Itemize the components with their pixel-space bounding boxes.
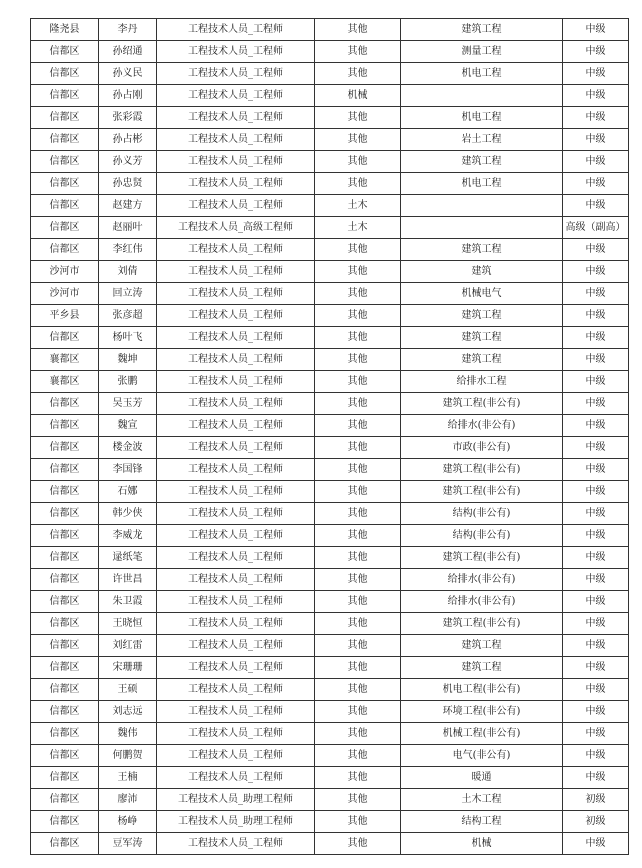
category-cell: 其他 [315,151,401,173]
district-cell: 信都区 [31,437,99,459]
name-cell: 李丹 [99,19,157,41]
level-cell: 中级 [563,305,629,327]
level-cell: 中级 [563,833,629,855]
district-cell: 信都区 [31,63,99,85]
title-cell: 工程技术人员_工程师 [157,833,315,855]
category-cell: 其他 [315,525,401,547]
table-row [31,261,629,283]
category-cell: 其他 [315,305,401,327]
table-row [31,239,629,261]
table-row [31,569,629,591]
name-cell: 李国锋 [99,459,157,481]
title-cell: 工程技术人员_工程师 [157,635,315,657]
title-cell: 工程技术人员_工程师 [157,173,315,195]
category-cell: 其他 [315,745,401,767]
table-row [31,833,629,855]
level-cell: 中级 [563,481,629,503]
table-row [31,349,629,371]
district-cell: 信都区 [31,591,99,613]
table-row [31,811,629,833]
title-cell: 工程技术人员_工程师 [157,63,315,85]
table-row [31,63,629,85]
name-cell: 张彦超 [99,305,157,327]
table-row [31,701,629,723]
level-cell: 中级 [563,371,629,393]
level-cell: 中级 [563,19,629,41]
district-cell: 信都区 [31,811,99,833]
title-cell: 工程技术人员_工程师 [157,239,315,261]
title-cell: 工程技术人员_工程师 [157,107,315,129]
level-cell: 中级 [563,657,629,679]
level-cell: 中级 [563,129,629,151]
major-cell: 建筑工程(非公有) [401,547,563,569]
district-cell: 信都区 [31,239,99,261]
category-cell: 其他 [315,679,401,701]
district-cell: 信都区 [31,481,99,503]
level-cell: 中级 [563,701,629,723]
name-cell: 刘倩 [99,261,157,283]
title-cell: 工程技术人员_工程师 [157,459,315,481]
major-cell: 建筑工程(非公有) [401,459,563,481]
level-cell: 中级 [563,767,629,789]
title-cell: 工程技术人员_工程师 [157,393,315,415]
category-cell: 其他 [315,261,401,283]
major-cell: 机械工程(非公有) [401,723,563,745]
name-cell: 赵丽叶 [99,217,157,239]
district-cell: 平乡县 [31,305,99,327]
level-cell: 中级 [563,327,629,349]
table-row [31,217,629,239]
district-cell: 襄都区 [31,349,99,371]
category-cell: 其他 [315,283,401,305]
name-cell: 李威龙 [99,525,157,547]
title-cell: 工程技术人员_助理工程师 [157,789,315,811]
category-cell: 其他 [315,481,401,503]
district-cell: 信都区 [31,151,99,173]
district-cell: 沙河市 [31,261,99,283]
major-cell: 机电工程 [401,63,563,85]
table-row [31,767,629,789]
level-cell: 初级 [563,811,629,833]
level-cell: 中级 [563,41,629,63]
major-cell: 电气(非公有) [401,745,563,767]
district-cell: 信都区 [31,107,99,129]
table-row [31,41,629,63]
title-cell: 工程技术人员_工程师 [157,371,315,393]
major-cell [401,85,563,107]
category-cell: 其他 [315,349,401,371]
table-row [31,151,629,173]
category-cell: 其他 [315,503,401,525]
name-cell: 回立涛 [99,283,157,305]
title-cell: 工程技术人员_工程师 [157,701,315,723]
name-cell: 孙绍通 [99,41,157,63]
title-cell: 工程技术人员_工程师 [157,19,315,41]
table-row [31,129,629,151]
level-cell: 中级 [563,525,629,547]
level-cell: 中级 [563,239,629,261]
category-cell: 其他 [315,371,401,393]
name-cell: 孙忠贤 [99,173,157,195]
major-cell: 建筑工程(非公有) [401,393,563,415]
major-cell: 给排水(非公有) [401,569,563,591]
district-cell: 信都区 [31,723,99,745]
level-cell: 中级 [563,679,629,701]
name-cell: 宋珊珊 [99,657,157,679]
district-cell: 隆尧县 [31,19,99,41]
major-cell: 机电工程(非公有) [401,679,563,701]
district-cell: 信都区 [31,129,99,151]
name-cell: 朱卫霞 [99,591,157,613]
name-cell: 韩少侠 [99,503,157,525]
level-cell: 中级 [563,195,629,217]
name-cell: 孙占彬 [99,129,157,151]
level-cell: 中级 [563,63,629,85]
title-cell: 工程技术人员_工程师 [157,613,315,635]
district-cell: 信都区 [31,657,99,679]
major-cell: 市政(非公有) [401,437,563,459]
name-cell: 王硕 [99,679,157,701]
level-cell: 中级 [563,85,629,107]
level-cell: 中级 [563,393,629,415]
level-cell: 中级 [563,635,629,657]
major-cell: 结构(非公有) [401,503,563,525]
district-cell: 信都区 [31,393,99,415]
name-cell: 楼金波 [99,437,157,459]
table-row [31,19,629,41]
title-cell: 工程技术人员_工程师 [157,503,315,525]
level-cell: 中级 [563,261,629,283]
district-cell: 信都区 [31,195,99,217]
major-cell: 建筑工程 [401,327,563,349]
title-cell: 工程技术人员_工程师 [157,129,315,151]
level-cell: 中级 [563,503,629,525]
district-cell: 信都区 [31,503,99,525]
major-cell: 结构工程 [401,811,563,833]
category-cell: 其他 [315,129,401,151]
name-cell: 王晓恒 [99,613,157,635]
district-cell: 信都区 [31,41,99,63]
district-cell: 信都区 [31,635,99,657]
major-cell: 建筑工程(非公有) [401,481,563,503]
title-cell: 工程技术人员_助理工程师 [157,811,315,833]
title-cell: 工程技术人员_工程师 [157,525,315,547]
major-cell: 机电工程 [401,173,563,195]
title-cell: 工程技术人员_工程师 [157,591,315,613]
district-cell: 襄都区 [31,371,99,393]
category-cell: 其他 [315,767,401,789]
category-cell: 其他 [315,19,401,41]
category-cell: 其他 [315,833,401,855]
level-cell: 中级 [563,151,629,173]
level-cell: 高级（副高） [563,217,629,239]
table-row [31,635,629,657]
district-cell: 信都区 [31,415,99,437]
major-cell: 结构(非公有) [401,525,563,547]
category-cell: 其他 [315,701,401,723]
title-cell: 工程技术人员_工程师 [157,349,315,371]
table-row [31,415,629,437]
major-cell: 建筑工程 [401,657,563,679]
district-cell: 信都区 [31,173,99,195]
title-cell: 工程技术人员_工程师 [157,261,315,283]
name-cell: 魏伟 [99,723,157,745]
title-cell: 工程技术人员_工程师 [157,569,315,591]
name-cell: 廖沛 [99,789,157,811]
category-cell: 其他 [315,173,401,195]
category-cell: 其他 [315,635,401,657]
title-cell: 工程技术人员_高级工程师 [157,217,315,239]
level-cell: 中级 [563,283,629,305]
major-cell: 环境工程(非公有) [401,701,563,723]
name-cell: 杨叶飞 [99,327,157,349]
roster-table [30,18,629,855]
table-row [31,481,629,503]
table-row [31,547,629,569]
title-cell: 工程技术人员_工程师 [157,547,315,569]
name-cell: 孙占刚 [99,85,157,107]
title-cell: 工程技术人员_工程师 [157,305,315,327]
district-cell: 信都区 [31,327,99,349]
major-cell: 建筑工程 [401,635,563,657]
major-cell: 机电工程 [401,107,563,129]
title-cell: 工程技术人员_工程师 [157,327,315,349]
table-row [31,393,629,415]
name-cell: 赵建方 [99,195,157,217]
district-cell: 信都区 [31,701,99,723]
major-cell: 暖通 [401,767,563,789]
major-cell: 测量工程 [401,41,563,63]
name-cell: 吴玉芳 [99,393,157,415]
category-cell: 其他 [315,547,401,569]
major-cell [401,217,563,239]
major-cell: 给排水(非公有) [401,591,563,613]
name-cell: 魏坤 [99,349,157,371]
table-row [31,657,629,679]
name-cell: 孙义芳 [99,151,157,173]
table-row [31,525,629,547]
category-cell: 其他 [315,569,401,591]
table-row [31,371,629,393]
table-row [31,327,629,349]
name-cell: 许世昌 [99,569,157,591]
major-cell: 岩土工程 [401,129,563,151]
roster-sheet [30,18,626,855]
level-cell: 中级 [563,173,629,195]
district-cell: 信都区 [31,217,99,239]
table-row [31,723,629,745]
name-cell: 王楠 [99,767,157,789]
table-row [31,745,629,767]
name-cell: 逯纸笔 [99,547,157,569]
major-cell: 机械 [401,833,563,855]
title-cell: 工程技术人员_工程师 [157,437,315,459]
category-cell: 其他 [315,327,401,349]
major-cell: 机械电气 [401,283,563,305]
name-cell: 李红伟 [99,239,157,261]
title-cell: 工程技术人员_工程师 [157,745,315,767]
category-cell: 其他 [315,239,401,261]
district-cell: 信都区 [31,679,99,701]
title-cell: 工程技术人员_工程师 [157,723,315,745]
district-cell: 信都区 [31,745,99,767]
district-cell: 信都区 [31,613,99,635]
table-row [31,613,629,635]
level-cell: 中级 [563,569,629,591]
name-cell: 石娜 [99,481,157,503]
table-row [31,789,629,811]
level-cell: 中级 [563,459,629,481]
district-cell: 信都区 [31,569,99,591]
name-cell: 杨峥 [99,811,157,833]
district-cell: 信都区 [31,547,99,569]
table-row [31,85,629,107]
category-cell: 其他 [315,789,401,811]
title-cell: 工程技术人员_工程师 [157,679,315,701]
title-cell: 工程技术人员_工程师 [157,481,315,503]
district-cell: 信都区 [31,459,99,481]
district-cell: 信都区 [31,833,99,855]
category-cell: 其他 [315,657,401,679]
name-cell: 刘志远 [99,701,157,723]
category-cell: 机械 [315,85,401,107]
roster-body [31,19,629,855]
name-cell: 张鹏 [99,371,157,393]
category-cell: 其他 [315,437,401,459]
table-row [31,503,629,525]
name-cell: 张彩霞 [99,107,157,129]
table-row [31,305,629,327]
table-row [31,195,629,217]
major-cell: 建筑工程 [401,305,563,327]
table-row [31,437,629,459]
title-cell: 工程技术人员_工程师 [157,41,315,63]
category-cell: 土木 [315,217,401,239]
major-cell: 建筑工程 [401,239,563,261]
title-cell: 工程技术人员_工程师 [157,195,315,217]
category-cell: 其他 [315,591,401,613]
district-cell: 信都区 [31,767,99,789]
category-cell: 其他 [315,107,401,129]
level-cell: 中级 [563,349,629,371]
category-cell: 其他 [315,459,401,481]
level-cell: 中级 [563,745,629,767]
category-cell: 其他 [315,613,401,635]
level-cell: 中级 [563,547,629,569]
table-row [31,173,629,195]
table-row [31,107,629,129]
table-row [31,459,629,481]
name-cell: 孙义民 [99,63,157,85]
name-cell: 何鹏贺 [99,745,157,767]
name-cell: 魏宣 [99,415,157,437]
title-cell: 工程技术人员_工程师 [157,283,315,305]
level-cell: 中级 [563,613,629,635]
category-cell: 其他 [315,63,401,85]
category-cell: 其他 [315,415,401,437]
table-row [31,679,629,701]
name-cell: 豆军涛 [99,833,157,855]
district-cell: 沙河市 [31,283,99,305]
title-cell: 工程技术人员_工程师 [157,415,315,437]
category-cell: 其他 [315,811,401,833]
category-cell: 其他 [315,393,401,415]
category-cell: 其他 [315,41,401,63]
category-cell: 土木 [315,195,401,217]
major-cell: 建筑工程(非公有) [401,613,563,635]
table-row [31,283,629,305]
major-cell: 建筑 [401,261,563,283]
table-row [31,591,629,613]
major-cell: 建筑工程 [401,19,563,41]
name-cell: 刘红雷 [99,635,157,657]
title-cell: 工程技术人员_工程师 [157,657,315,679]
category-cell: 其他 [315,723,401,745]
level-cell: 中级 [563,415,629,437]
level-cell: 中级 [563,107,629,129]
level-cell: 中级 [563,437,629,459]
level-cell: 中级 [563,723,629,745]
title-cell: 工程技术人员_工程师 [157,151,315,173]
major-cell: 给排水(非公有) [401,415,563,437]
level-cell: 初级 [563,789,629,811]
district-cell: 信都区 [31,525,99,547]
major-cell: 土木工程 [401,789,563,811]
major-cell: 建筑工程 [401,349,563,371]
title-cell: 工程技术人员_工程师 [157,767,315,789]
district-cell: 信都区 [31,789,99,811]
district-cell: 信都区 [31,85,99,107]
major-cell: 给排水工程 [401,371,563,393]
title-cell: 工程技术人员_工程师 [157,85,315,107]
level-cell: 中级 [563,591,629,613]
major-cell [401,195,563,217]
major-cell: 建筑工程 [401,151,563,173]
